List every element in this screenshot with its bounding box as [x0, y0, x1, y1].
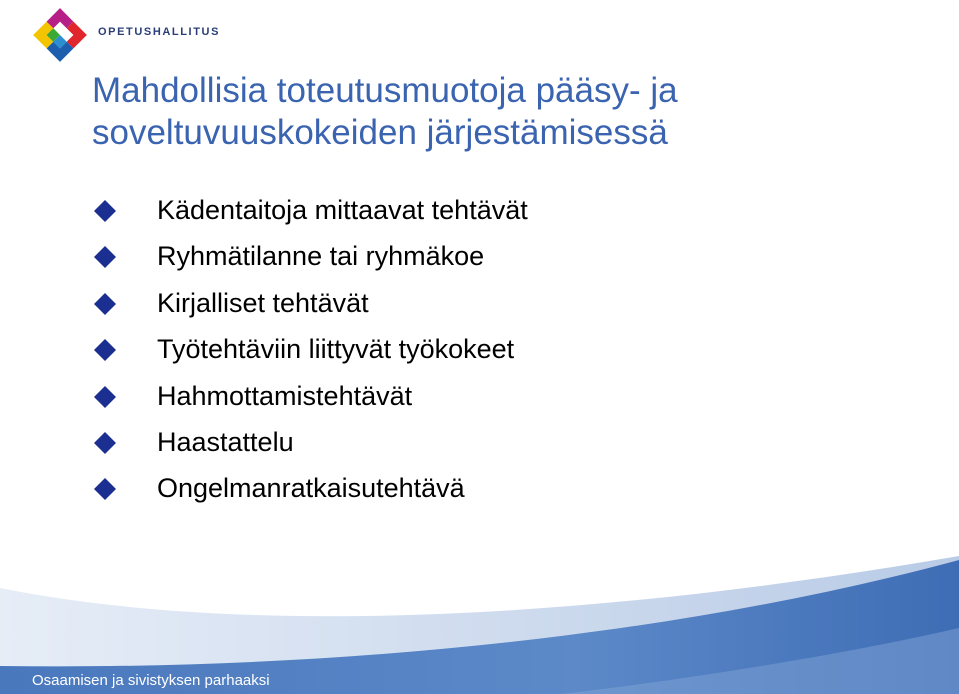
bullet-text: Työtehtäviin liittyvät työkokeet: [157, 334, 515, 365]
diamond-bullet-icon: [94, 200, 116, 222]
diamond-bullet-icon: [94, 293, 116, 315]
diamond-bullet-icon: [94, 478, 116, 500]
bullet-text: Kirjalliset tehtävät: [157, 287, 369, 318]
bullet-text: Haastattelu: [157, 426, 294, 457]
bullet-text: Ongelmanratkaisutehtävä: [157, 473, 465, 504]
footer-tagline: Osaamisen ja sivistyksen parhaaksi: [32, 672, 270, 689]
slide-title-line: soveltuvuuskokeiden järjestämisessä: [92, 113, 668, 152]
diamond-bullet-icon: [94, 246, 116, 268]
bullet-text: Kädentaitoja mittaavat tehtävät: [157, 195, 528, 225]
diamond-bullet-icon: [94, 432, 116, 454]
diamond-bullet-icon: [94, 339, 116, 361]
slide-title: [92, 70, 932, 154]
logo-text: OPETUSHALLITUS: [98, 26, 221, 38]
slide-title-line: Mahdollisia toteutusmuotoja pääsy- ja: [92, 71, 678, 110]
diamond-bullet-icon: [94, 386, 116, 408]
opetushallitus-logo-icon: [32, 7, 88, 63]
bullet-text: Hahmottamistehtävät: [157, 380, 413, 411]
bullet-text: Ryhmätilanne tai ryhmäkoe: [157, 241, 485, 272]
